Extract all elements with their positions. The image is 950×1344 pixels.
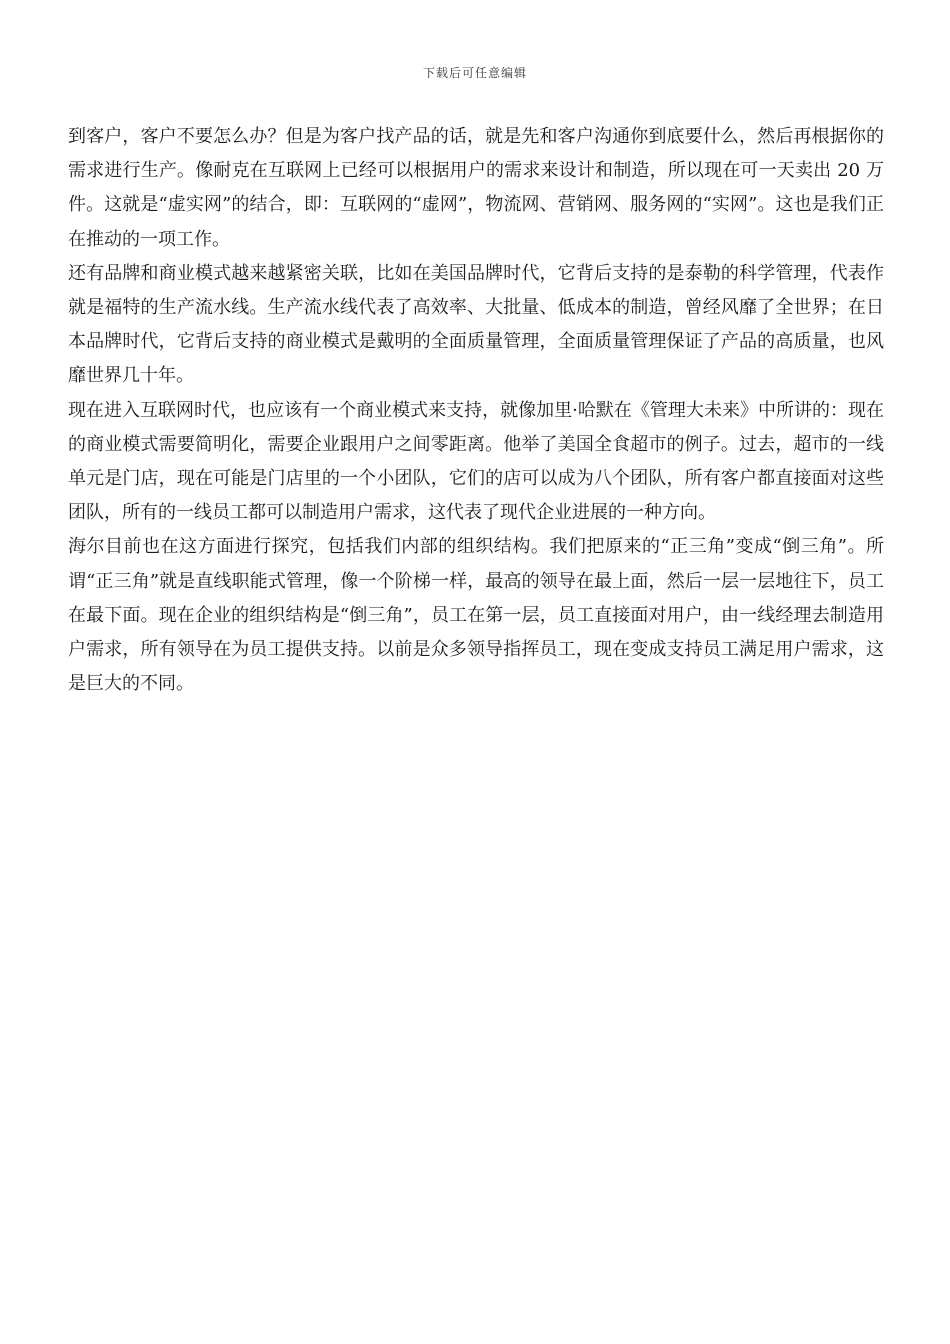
paragraph-3: 现在进入互联网时代，也应该有一个商业模式来支持，就像加里·哈默在《管理大未来》中所讲的：现在的商业模式需要简明化，需要企业跟用户之间零距离。他举了美国全食超市的例子。过去，超市的一线单元是门店，现在可能是门店里的一个小团队，它们的店可以成为八个团队，所有客户都直接面对这些团队，所有的一线员工都可以制造用户需求，这代表了现代企业进展的一种方向。 xyxy=(68,399,884,524)
document-body xyxy=(68,120,884,701)
page-header-note: 下载后可任意编辑 xyxy=(422,66,527,80)
paragraph-4: 海尔目前也在这方面进行探究，包括我们内部的组织结构。我们把原来的“正三角”变成“倒三角”。所谓“正三角”就是直线职能式管理，像一个阶梯一样，最高的领导在最上面，然后一层一层地往下，员工在最下面。现在企业的组织结构是“倒三角”，员工在第一层，员工直接面对用户，由一线经理去制造用户需求，所有领导在为员工提供支持。以前是众多领导指挥员工，现在变成支持员工满足用户需求，这是巨大的不同。 xyxy=(68,536,884,695)
paragraph-1: 到客户，客户不要怎么办？但是为客户找产品的话，就是先和客户沟通你到底要什么，然后再根据你的需求进行生产。像耐克在互联网上已经可以根据用户的需求来设计和制造，所以现在可一天卖出 20 万件。这就是“虚实网”的结合，即：互联网的“虚网”，物流网、营销网、服务网的“实网”。这也是我们正在推动的一项工作。 xyxy=(68,126,884,250)
paragraph-2: 还有品牌和商业模式越来越紧密关联，比如在美国品牌时代，它背后支持的是泰勒的科学管理，代表作就是福特的生产流水线。生产流水线代表了高效率、大批量、低成本的制造，曾经风靡了全世界；在日本品牌时代，它背后支持的商业模式是戴明的全面质量管理，全面质量管理保证了产品的高质量，也风靡世界几十年。 xyxy=(68,262,884,387)
